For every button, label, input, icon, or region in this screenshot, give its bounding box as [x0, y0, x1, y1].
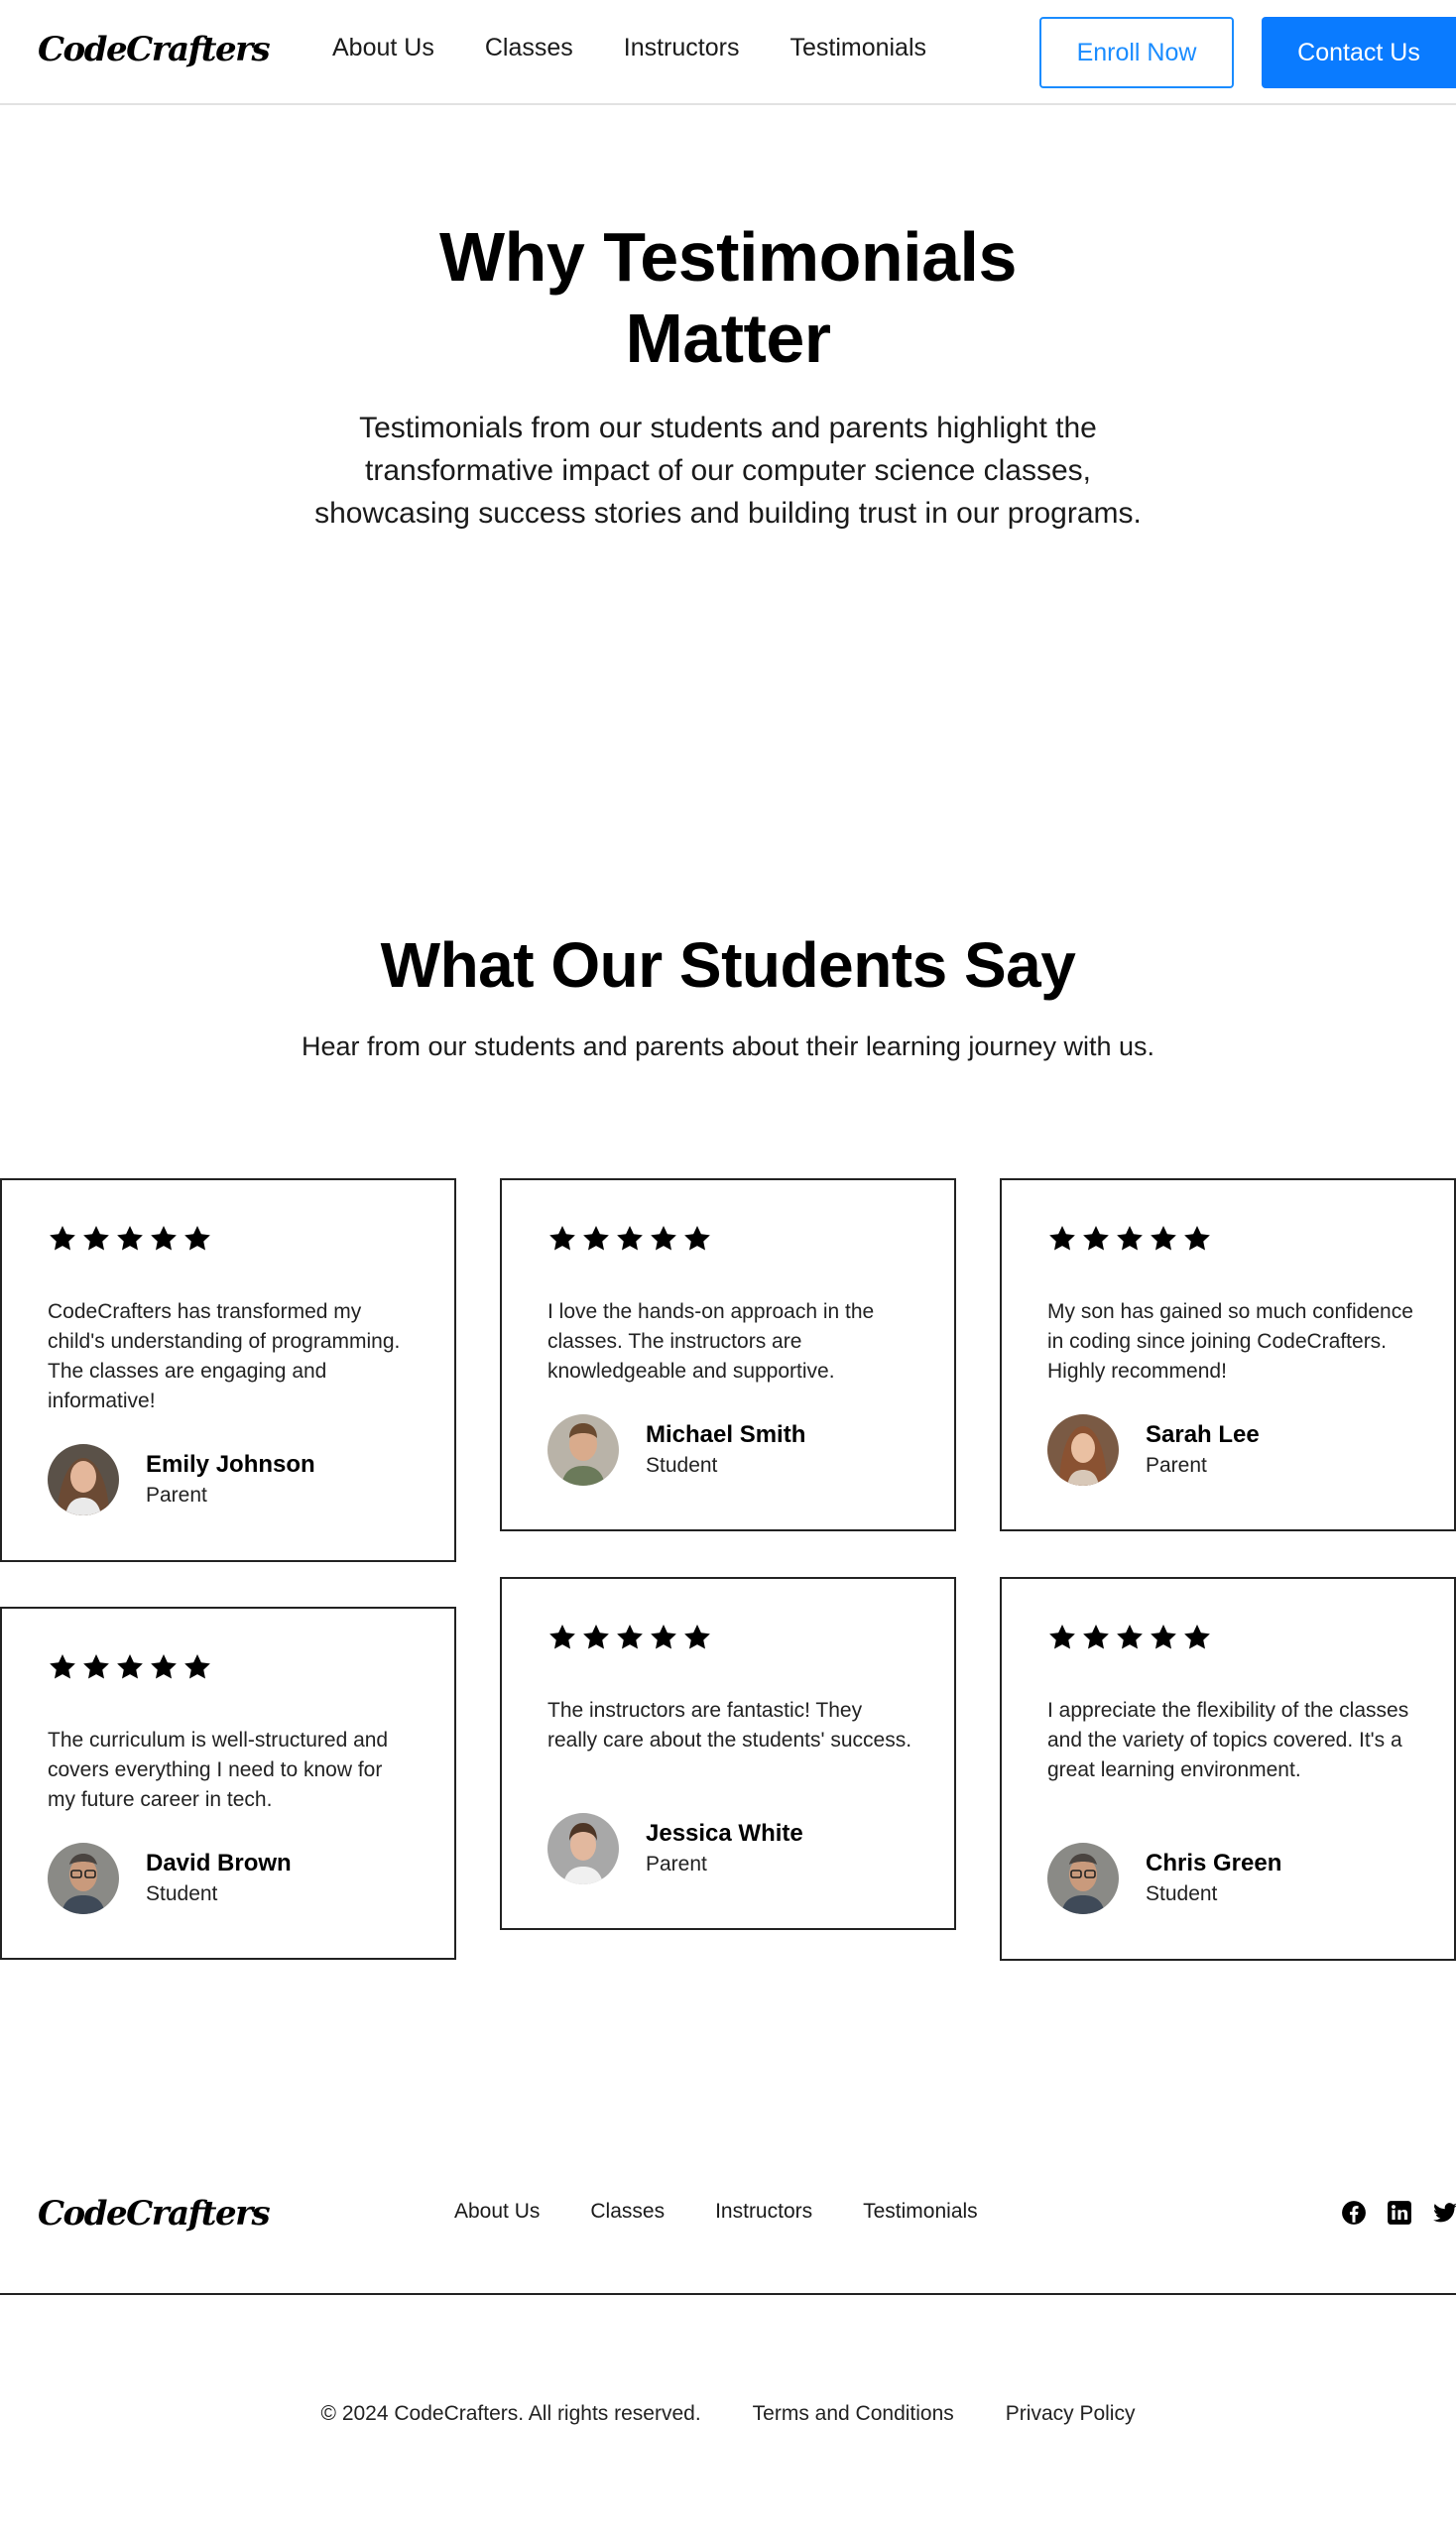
nav-testimonials[interactable]: Testimonials [789, 34, 927, 61]
footer-nav-instructors[interactable]: Instructors [715, 2200, 813, 2223]
star-icon [581, 1224, 611, 1254]
author-name: Jessica White [646, 1820, 803, 1847]
nav-instructors[interactable]: Instructors [623, 34, 740, 61]
nav-about-us[interactable]: About Us [332, 34, 434, 61]
avatar [547, 1813, 619, 1884]
logo[interactable]: CodeCrafters [38, 30, 270, 69]
testimonials-title: What Our Students Say [380, 929, 1076, 1001]
main-nav [332, 34, 977, 62]
star-icon [81, 1652, 111, 1682]
star-icon [149, 1652, 179, 1682]
author-name: Chris Green [1146, 1850, 1282, 1876]
testimonial-quote: I appreciate the flexibility of the classes and the variety of topics covered. It's a great learning environment. [1047, 1699, 1409, 1781]
hero-description: Testimonials from our students and parents highlight the transformative impact of our computer science classes, showcasing success stories and building trust in our programs. [314, 412, 1142, 530]
copyright-text: © 2024 CodeCrafters. All rights reserved. [320, 2402, 701, 2425]
star-icon [182, 1224, 212, 1254]
avatar [547, 1414, 619, 1486]
linkedin-icon[interactable] [1387, 2200, 1412, 2226]
footer-nav-about-us[interactable]: About Us [454, 2200, 541, 2223]
facebook-icon[interactable] [1341, 2200, 1367, 2226]
testimonial-author [547, 1813, 803, 1884]
star-icon [1182, 1623, 1212, 1652]
star-icon [1149, 1623, 1178, 1652]
author-role: Parent [646, 1853, 707, 1875]
author-name: David Brown [146, 1850, 292, 1876]
footer-nav-classes[interactable]: Classes [590, 2200, 666, 2223]
footer-logo[interactable]: CodeCrafters [38, 2194, 270, 2234]
hero-title: Why Testimonials Matter [439, 218, 1017, 377]
contact-us-button[interactable]: Contact Us [1262, 17, 1456, 88]
testimonial-author [1047, 1843, 1281, 1914]
star-icon [682, 1224, 712, 1254]
testimonial-quote: The instructors are fantastic! They really care about the students' success. [547, 1699, 912, 1752]
star-icon [1115, 1224, 1145, 1254]
avatar [1047, 1843, 1119, 1914]
testimonial-card [1000, 1577, 1456, 1961]
footer-nav-testimonials[interactable]: Testimonials [863, 2200, 978, 2223]
star-icon [115, 1224, 145, 1254]
star-icon [115, 1652, 145, 1682]
star-icon [682, 1623, 712, 1652]
footer-nav [454, 2200, 1029, 2224]
star-icon [1149, 1224, 1178, 1254]
star-icon [1047, 1623, 1077, 1652]
testimonial-quote: I love the hands-on approach in the classes. The instructors are knowledgeable and supportive. [547, 1300, 875, 1383]
avatar [48, 1444, 119, 1515]
testimonial-card [0, 1607, 456, 1960]
star-icon [1081, 1623, 1111, 1652]
site-header [0, 0, 1456, 105]
author-role: Student [646, 1454, 718, 1477]
testimonial-quote: My son has gained so much confidence in coding since joining CodeCrafters. Highly recommend! [1047, 1300, 1413, 1383]
testimonial-card [1000, 1178, 1456, 1531]
rating-stars [48, 1224, 216, 1254]
testimonial-card [0, 1178, 456, 1562]
testimonial-card [500, 1178, 956, 1531]
author-name: Emily Johnson [146, 1451, 315, 1478]
twitter-icon[interactable] [1432, 2200, 1456, 2226]
privacy-link[interactable]: Privacy Policy [1005, 2402, 1136, 2425]
star-icon [649, 1623, 678, 1652]
star-icon [182, 1652, 212, 1682]
star-icon [1115, 1623, 1145, 1652]
author-name: Michael Smith [646, 1421, 806, 1448]
star-icon [1182, 1224, 1212, 1254]
star-icon [81, 1224, 111, 1254]
author-name: Sarah Lee [1146, 1421, 1260, 1448]
nav-classes[interactable]: Classes [484, 34, 573, 61]
star-icon [1081, 1224, 1111, 1254]
rating-stars [547, 1623, 716, 1652]
testimonial-author [1047, 1414, 1260, 1486]
avatar [1047, 1414, 1119, 1486]
rating-stars [48, 1652, 216, 1682]
author-role: Parent [146, 1484, 207, 1507]
author-role: Student [146, 1882, 218, 1905]
rating-stars [1047, 1224, 1216, 1254]
star-icon [547, 1224, 577, 1254]
star-icon [615, 1224, 645, 1254]
enroll-now-button[interactable]: Enroll Now [1039, 17, 1234, 88]
star-icon [1047, 1224, 1077, 1254]
testimonial-author [547, 1414, 805, 1486]
testimonial-author [48, 1444, 315, 1515]
testimonials-subtitle: Hear from our students and parents about their learning journey with us. [302, 1031, 1154, 1061]
star-icon [649, 1224, 678, 1254]
testimonial-card [500, 1577, 956, 1930]
star-icon [547, 1623, 577, 1652]
author-role: Student [1146, 1882, 1218, 1905]
rating-stars [547, 1224, 716, 1254]
testimonial-author [48, 1843, 292, 1914]
footer-bottom-bar [0, 2402, 1456, 2426]
star-icon [48, 1652, 77, 1682]
star-icon [615, 1623, 645, 1652]
rating-stars [1047, 1623, 1216, 1652]
social-links [1341, 2200, 1456, 2226]
star-icon [48, 1224, 77, 1254]
avatar [48, 1843, 119, 1914]
star-icon [149, 1224, 179, 1254]
author-role: Parent [1146, 1454, 1207, 1477]
testimonial-quote: The curriculum is well-structured and covers everything I need to know for my future career in tech. [48, 1729, 389, 1811]
testimonial-quote: CodeCrafters has transformed my child's understanding of programming. The classes are engaging and informative! [48, 1300, 401, 1412]
terms-link[interactable]: Terms and Conditions [752, 2402, 954, 2425]
star-icon [581, 1623, 611, 1652]
site-footer [0, 2178, 1456, 2295]
